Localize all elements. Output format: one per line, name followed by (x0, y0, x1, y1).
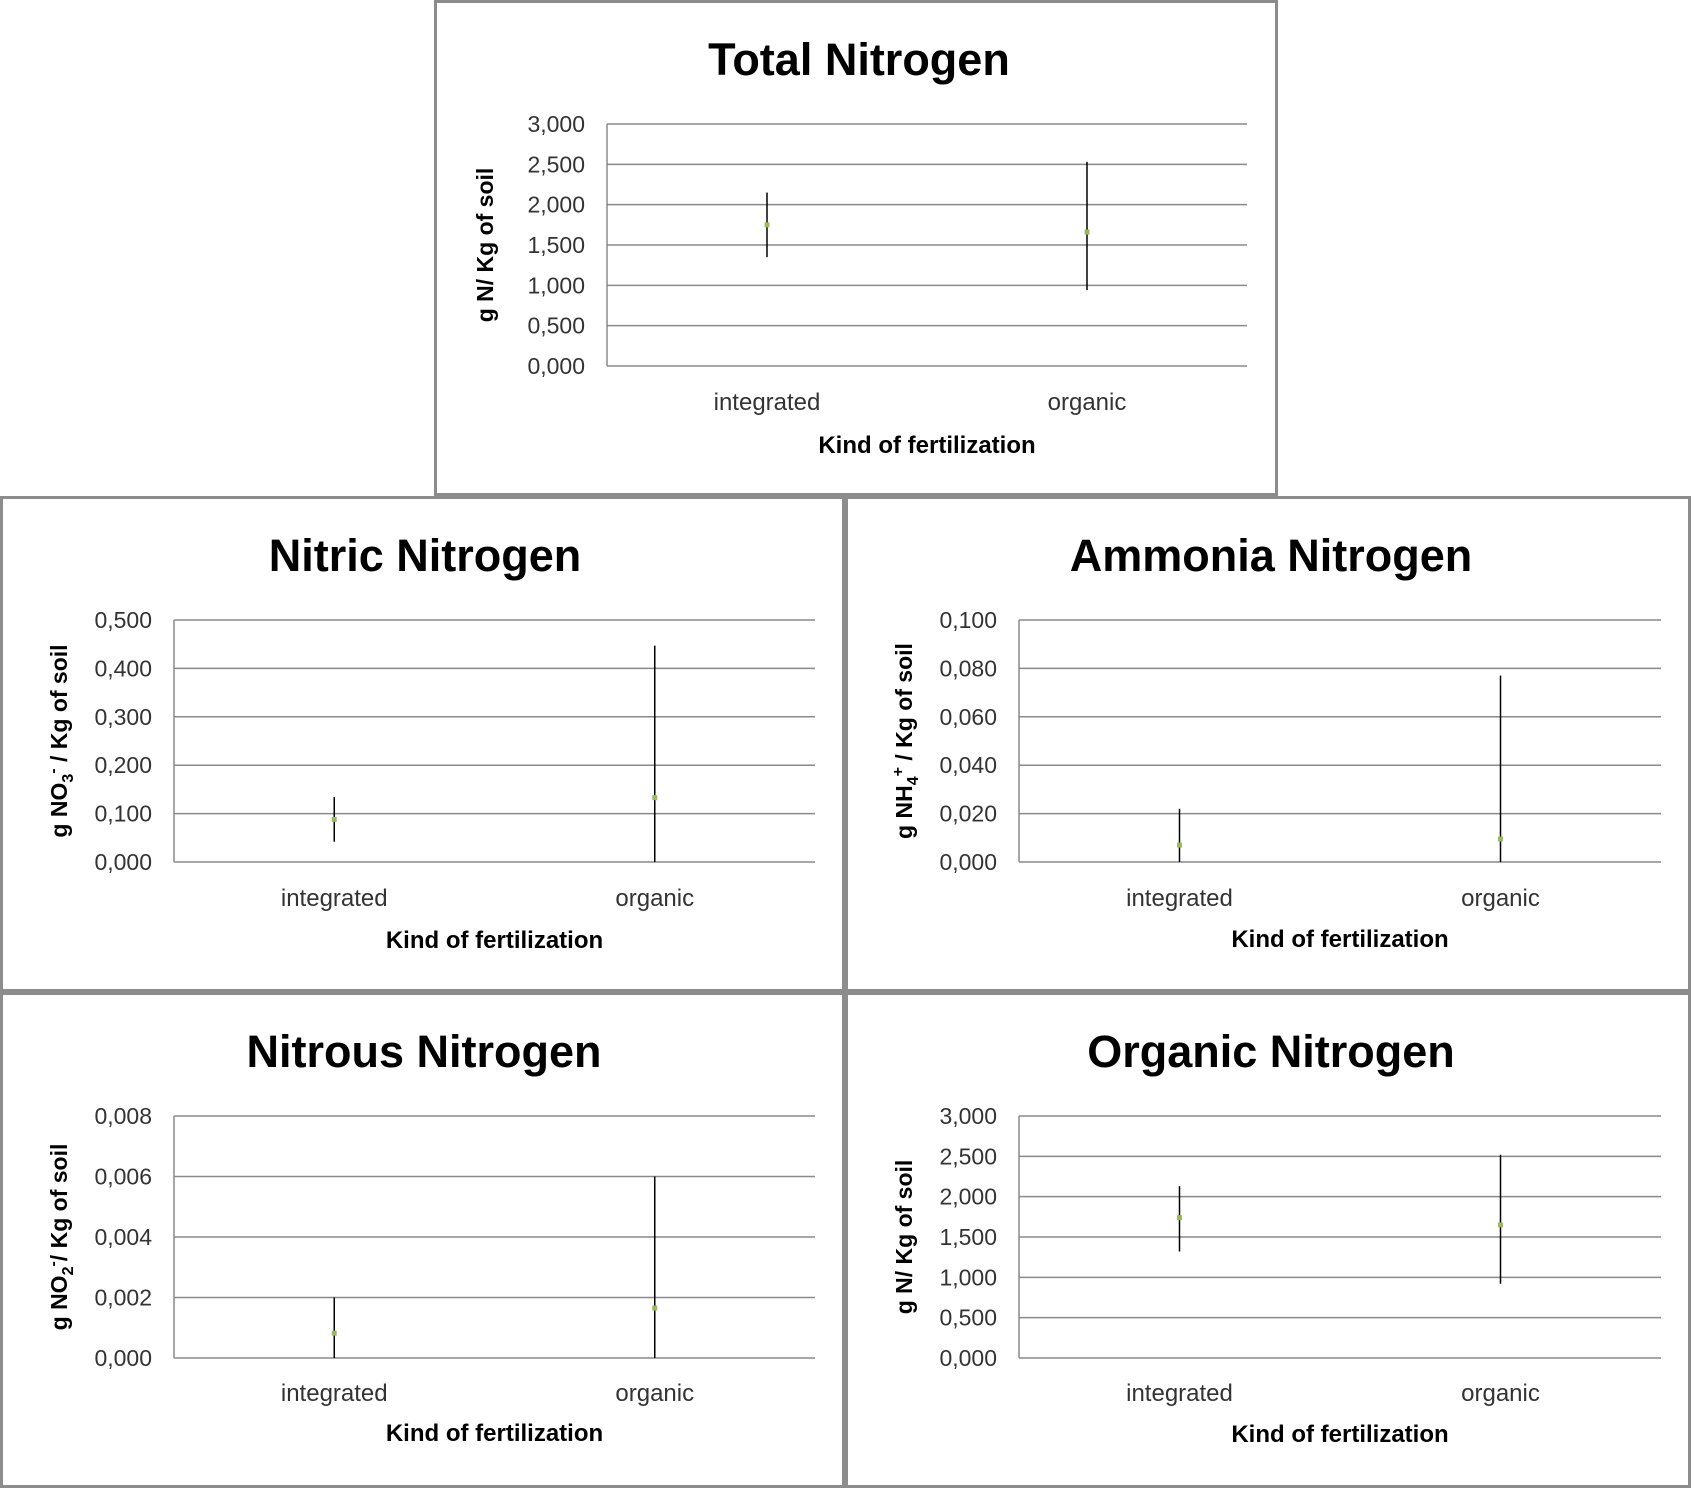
y-tick-label: 0,500 (939, 1304, 997, 1331)
x-category-label: integrated (713, 389, 821, 416)
y-label-part: g NO (46, 1275, 72, 1331)
y-label-part: g NH (891, 785, 917, 839)
x-axis-label: Kind of fertilization (385, 1420, 604, 1447)
y-label-superscript: - (45, 768, 62, 774)
y-label-part: / Kg of soil (891, 643, 917, 768)
y-tick-label: 0,000 (527, 353, 585, 379)
x-category-label: integrated (280, 885, 388, 912)
y-tick-label: 0,100 (94, 800, 152, 827)
data-point-marker (1177, 1215, 1182, 1220)
y-axis-label: g N/ Kg of soil (891, 1159, 917, 1315)
y-tick-label: 0,020 (939, 800, 997, 827)
y-tick-label: 0,006 (94, 1163, 152, 1190)
y-tick-label: 1,000 (939, 1264, 997, 1291)
chart-title: Nitric Nitrogen (268, 530, 582, 581)
x-category-label: integrated (1126, 1380, 1233, 1407)
y-label-part: g NO (46, 782, 72, 838)
y-label-superscript: + (890, 767, 907, 777)
nitric-nitrogen-chart-panel (0, 496, 845, 992)
data-point-marker (652, 1306, 657, 1311)
y-label-superscript: - (45, 1261, 62, 1267)
data-point-marker (1085, 230, 1090, 235)
x-axis-label: Kind of fertilization (1231, 1421, 1449, 1448)
y-tick-label: 0,000 (939, 1345, 997, 1371)
y-tick-label: 0,500 (527, 312, 585, 339)
x-category-label: organic (615, 1380, 695, 1407)
y-tick-label: 0,200 (94, 752, 152, 779)
y-tick-label: 2,000 (939, 1183, 997, 1210)
y-tick-label: 0,080 (939, 655, 997, 682)
chart-title: Nitrous Nitrogen (246, 1026, 602, 1077)
y-tick-label: 0,004 (94, 1224, 152, 1250)
y-tick-label: 3,000 (939, 1103, 997, 1129)
y-tick-label: 1,000 (527, 272, 585, 299)
x-category-label: integrated (1126, 885, 1233, 912)
x-category-label: organic (1047, 389, 1127, 416)
y-tick-label: 2,500 (939, 1143, 997, 1170)
total-nitrogen-chart-panel (434, 0, 1278, 496)
x-axis-label: Kind of fertilization (1231, 926, 1449, 953)
y-tick-label: 2,500 (527, 151, 585, 178)
data-point-marker (765, 222, 770, 227)
y-tick-label: 0,500 (94, 607, 152, 633)
data-point-marker (1498, 837, 1503, 842)
y-tick-label: 2,000 (527, 191, 585, 218)
y-tick-label: 0,060 (939, 703, 997, 730)
y-axis-label (890, 643, 922, 839)
y-tick-label: 0,002 (94, 1284, 152, 1311)
y-tick-label: 0,040 (939, 752, 997, 779)
chart-title: Ammonia Nitrogen (1069, 530, 1473, 581)
ammonia-chart-svg (848, 499, 1688, 989)
x-category-label: organic (615, 885, 695, 912)
y-tick-label: 0,000 (94, 1345, 152, 1371)
data-point-marker (652, 795, 657, 800)
nitrous-nitrogen-chart-panel (0, 992, 845, 1488)
x-category-label: organic (1461, 885, 1540, 912)
y-axis-label (45, 644, 77, 837)
y-tick-label: 0,000 (94, 849, 152, 875)
data-point-marker (332, 1331, 337, 1336)
y-tick-label: 0,300 (94, 703, 152, 730)
y-tick-label: 0,000 (939, 849, 997, 875)
x-category-label: integrated (280, 1380, 388, 1407)
y-label-subscript: 3 (60, 773, 77, 783)
y-label-subscript: 2 (60, 1266, 77, 1276)
y-label-part: / Kg of soil (46, 1143, 72, 1262)
y-tick-label: 0,008 (94, 1103, 152, 1129)
y-label-subscript: 4 (905, 776, 922, 786)
y-axis-label (45, 1144, 77, 1331)
organic-n-chart-svg (848, 995, 1688, 1485)
chart-title: Organic Nitrogen (1087, 1026, 1455, 1077)
data-point-marker (1498, 1222, 1503, 1227)
nitrous-chart-svg (3, 995, 842, 1485)
y-axis-label: g N/ Kg of soil (472, 167, 498, 323)
x-axis-label: Kind of fertilization (385, 927, 604, 954)
x-category-label: organic (1461, 1380, 1540, 1407)
y-tick-label: 3,000 (527, 111, 585, 137)
total-chart-svg (437, 3, 1275, 493)
data-point-marker (1177, 843, 1182, 848)
y-tick-label: 1,500 (527, 232, 585, 258)
organic-nitrogen-chart-panel (845, 992, 1691, 1488)
x-axis-label: Kind of fertilization (818, 432, 1036, 459)
data-point-marker (332, 817, 337, 822)
chart-title: Total Nitrogen (708, 34, 1010, 85)
y-tick-label: 1,500 (939, 1224, 997, 1250)
y-label-part: / Kg of soil (46, 644, 72, 769)
nitric-chart-svg (3, 499, 842, 989)
y-tick-label: 0,400 (94, 655, 152, 682)
y-tick-label: 0,100 (939, 607, 997, 633)
ammonia-nitrogen-chart-panel (845, 496, 1691, 992)
